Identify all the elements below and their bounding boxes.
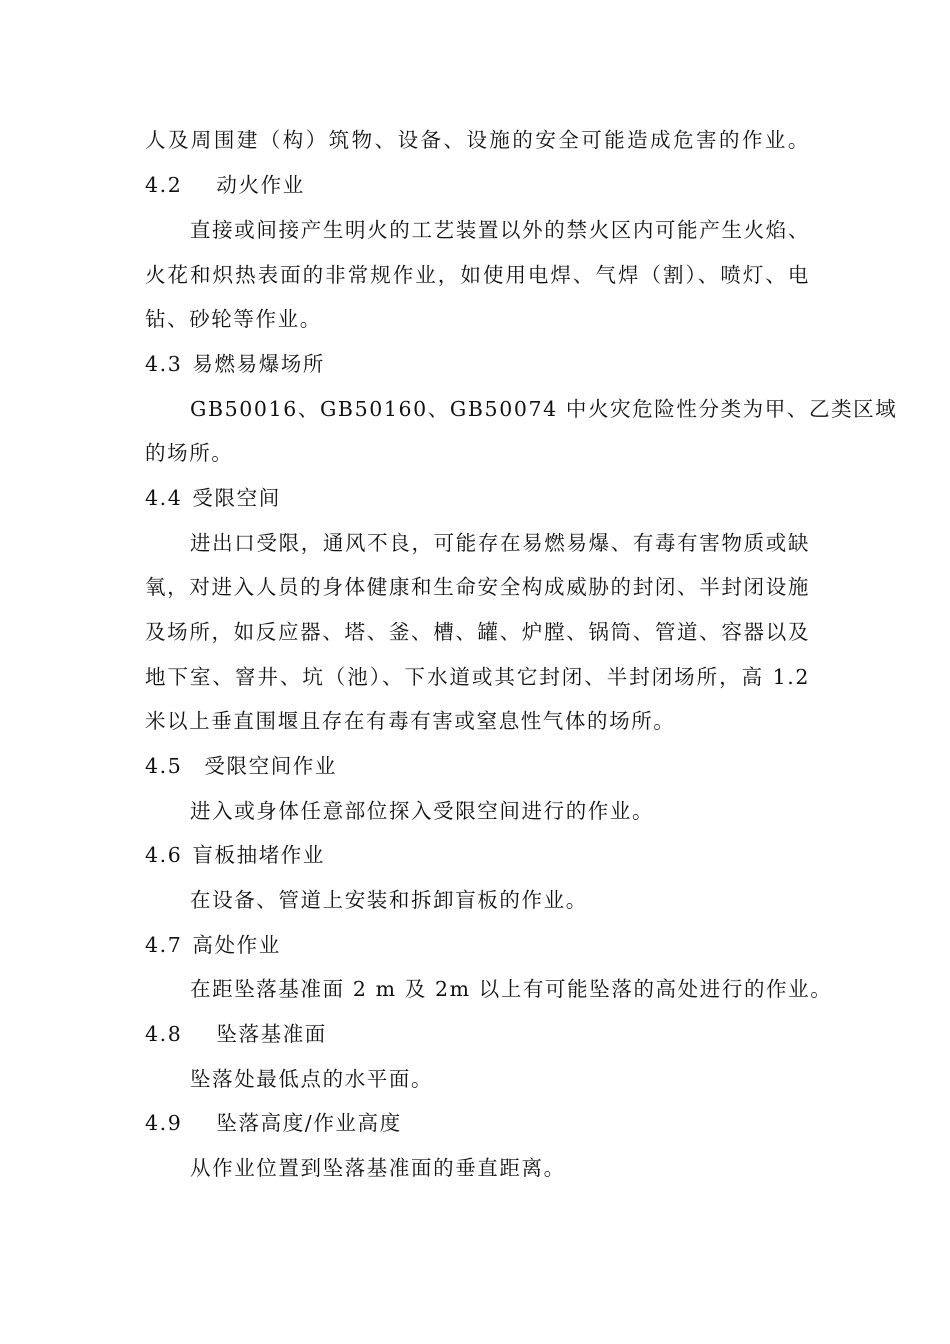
body-line: 进出口受限，通风不良，可能存在易燃易爆、有毒有害物质或缺 <box>190 531 810 555</box>
section-heading-4-3 <box>145 351 810 377</box>
section-heading-4-7 <box>145 932 810 958</box>
section-title: 动火作业 <box>216 173 305 197</box>
section-title: 高处作业 <box>192 933 281 957</box>
body-line: 钻、砂轮等作业。 <box>145 307 322 331</box>
section-heading-4-6 <box>145 842 810 868</box>
section-heading-4-9 <box>145 1110 810 1136</box>
body-line: 的场所。 <box>145 441 234 465</box>
section-number: 4.2 <box>145 173 183 197</box>
section-heading-4-4 <box>145 485 810 511</box>
section-heading-4-2 <box>145 172 810 198</box>
body-line: 在距坠落基准面 2 m 及 2m 以上有可能坠落的高处进行的作业。 <box>190 977 833 1001</box>
section-number: 4.7 <box>145 933 183 957</box>
body-line: GB50016、GB50160、GB50074 中火灾危险性分类为甲、乙类区域 <box>190 397 898 421</box>
section-title: 受限空间 <box>192 486 281 510</box>
body-line: 进入或身体任意部位探入受限空间进行的作业。 <box>190 799 655 823</box>
body-line: 火花和炽热表面的非常规作业，如使用电焊、气焊（割）、喷灯、电 <box>145 263 810 287</box>
section-title: 坠落高度/作业高度 <box>216 1111 402 1135</box>
section-title: 易燃易爆场所 <box>192 352 326 376</box>
body-line: 从作业位置到坠落基准面的垂直距离。 <box>190 1156 566 1180</box>
body-line: 在设备、管道上安装和拆卸盲板的作业。 <box>190 888 588 912</box>
section-number: 4.5 <box>145 754 183 778</box>
section-title: 坠落基准面 <box>216 1022 327 1046</box>
section-heading-4-8 <box>145 1021 810 1047</box>
section-number: 4.8 <box>145 1022 183 1046</box>
body-line: 直接或间接产生明火的工艺装置以外的禁火区内可能产生火焰、 <box>190 218 810 242</box>
body-line: 坠落处最低点的水平面。 <box>190 1067 434 1091</box>
section-number: 4.6 <box>145 843 183 867</box>
section-number: 4.9 <box>145 1111 183 1135</box>
section-number: 4.3 <box>145 352 183 376</box>
section-title: 盲板抽堵作业 <box>192 843 326 867</box>
body-line: 氧，对进入人员的身体健康和生命安全构成威胁的封闭、半封闭设施 <box>145 575 810 599</box>
body-line: 人及周围建（构）筑物、设备、设施的安全可能造成危害的作业。 <box>145 128 810 152</box>
section-number: 4.4 <box>145 486 183 510</box>
body-line: 地下室、窨井、坑（池）、下水道或其它封闭、半封闭场所，高 1.2 <box>145 665 810 689</box>
section-heading-4-5 <box>145 753 810 779</box>
section-title: 受限空间作业 <box>204 754 338 778</box>
body-line: 米以上垂直围堰且存在有毒有害或窒息性气体的场所。 <box>145 709 676 733</box>
body-line: 及场所，如反应器、塔、釜、槽、罐、炉膛、锅筒、管道、容器以及 <box>145 620 810 644</box>
